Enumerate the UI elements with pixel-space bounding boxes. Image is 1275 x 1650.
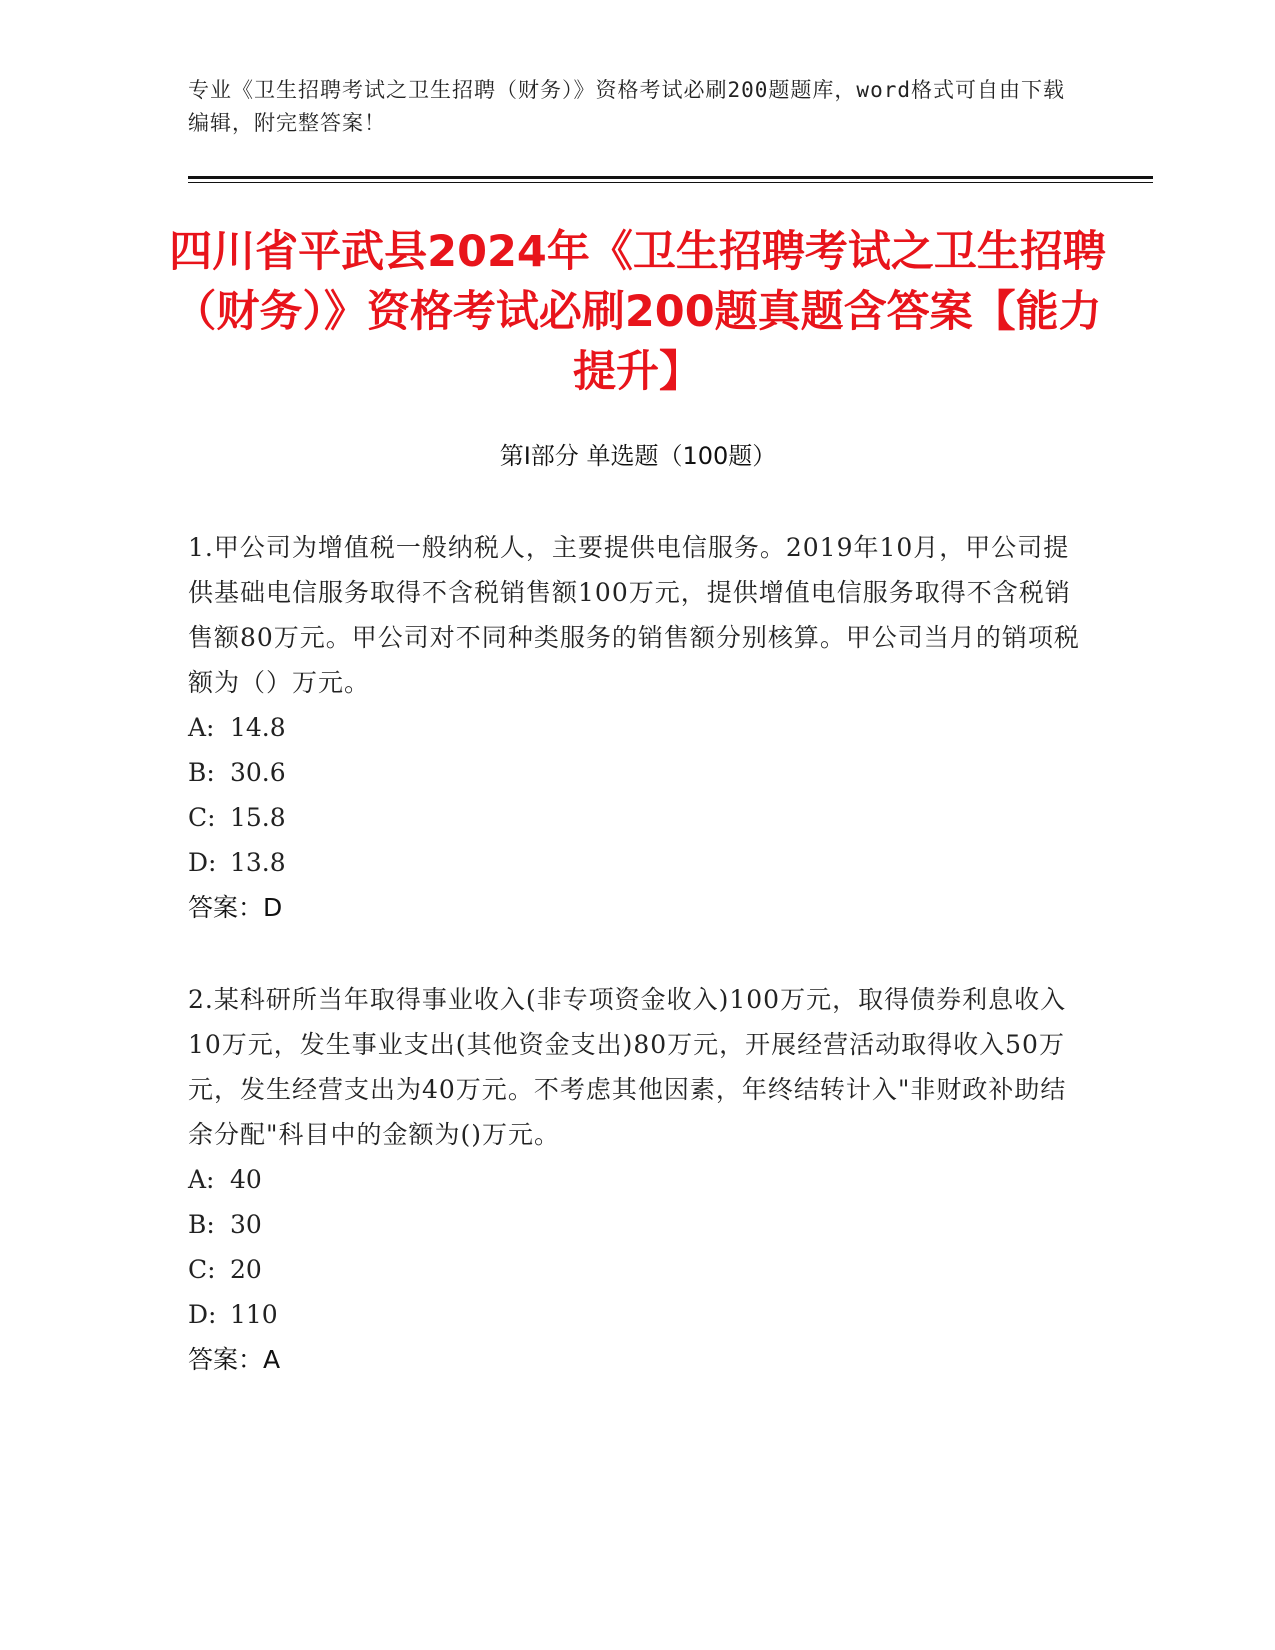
document-title: 四川省平武县2024年《卫生招聘考试之卫生招聘（财务）》资格考试必刷200题真题含答案【能力提升】 <box>169 227 1106 397</box>
header-divider-thick <box>188 176 1153 179</box>
option-d <box>188 1292 1083 1337</box>
answer: 答案：D <box>188 893 283 922</box>
answer: 答案：A <box>188 1345 281 1374</box>
option-text: 110 <box>230 1300 278 1329</box>
question-1 <box>188 525 1083 930</box>
option-letter: A: <box>188 1165 215 1194</box>
option-letter: A: <box>188 713 215 742</box>
option-text: 13.8 <box>230 848 286 877</box>
question-stem: 1.甲公司为增值税一般纳税人，主要提供电信服务。2019年10月，甲公司提供基础电信服务取得不含税销售额100万元，提供增值电信服务取得不含税销售额80万元。甲公司对不同种类服务的销售额分别核算。甲公司当月的销项税额为（）万元。 <box>188 533 1080 697</box>
option-d <box>188 840 1083 885</box>
option-letter: D: <box>188 848 217 877</box>
option-b <box>188 1202 1083 1247</box>
option-text: 30.6 <box>230 758 286 787</box>
option-letter: C: <box>188 1255 216 1284</box>
option-b <box>188 750 1083 795</box>
section-title: 第I部分 单选题（100题） <box>499 442 777 470</box>
option-text: 14.8 <box>230 713 286 742</box>
header-divider-thin <box>188 182 1153 183</box>
option-c <box>188 1247 1083 1292</box>
option-a <box>188 1157 1083 1202</box>
question-stem: 2.某科研所当年取得事业收入(非专项资金收入)100万元，取得债券利息收入10万元，发生事业支出(其他资金支出)80万元，开展经营活动取得收入50万元，发生经营支出为40万元。不考虑其他因素，年终结转计入"非财政补助结余分配"科目中的金额为()万元。 <box>188 985 1067 1149</box>
option-a <box>188 705 1083 750</box>
option-text: 15.8 <box>230 803 286 832</box>
header-note: 专业《卫生招聘考试之卫生招聘（财务）》资格考试必刷200题题库，word格式可自由下载编辑，附完整答案！ <box>188 78 1065 135</box>
option-letter: B: <box>188 758 215 787</box>
option-text: 20 <box>230 1255 262 1284</box>
option-letter: B: <box>188 1210 215 1239</box>
question-2 <box>188 977 1083 1382</box>
option-c <box>188 795 1083 840</box>
option-letter: C: <box>188 803 216 832</box>
option-letter: D: <box>188 1300 217 1329</box>
option-text: 30 <box>230 1210 262 1239</box>
option-text: 40 <box>230 1165 262 1194</box>
